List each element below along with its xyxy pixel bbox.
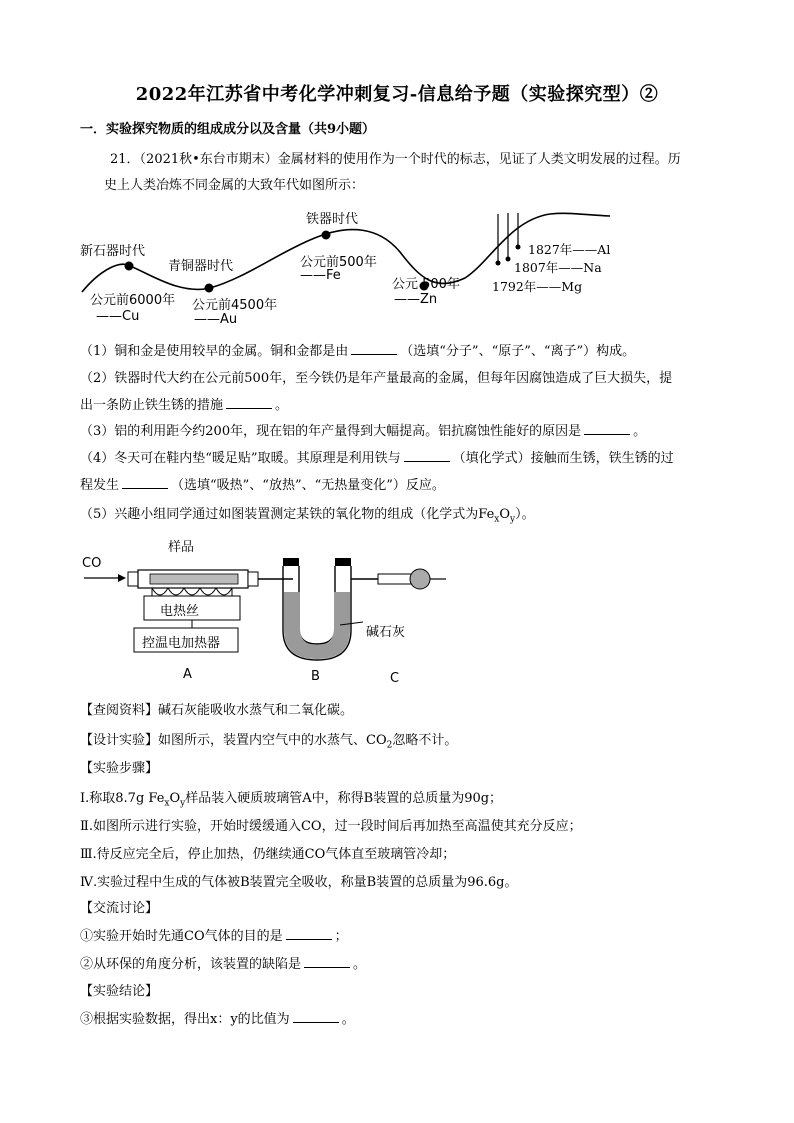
au-point <box>205 284 214 293</box>
wire-label: 电热丝 <box>160 604 200 619</box>
mg-label: 1792年——Mg <box>492 279 583 294</box>
zn-label: ——Zn <box>394 292 438 307</box>
conclusion-1: ③根据实验数据，得出x：y的比值为 。 <box>80 1012 355 1027</box>
d2-blank[interactable] <box>304 955 350 968</box>
limestone-label: 碱石灰 <box>366 625 406 640</box>
zn-year: 公元 500年 <box>392 277 460 292</box>
q1-line: （1）铜和金是使用较早的金属。铜和金都是由 （选填“分子”、“原子”、“离子”）构成。 <box>80 344 636 359</box>
d1-blank[interactable] <box>286 927 332 940</box>
sample-label: 样品 <box>168 540 195 555</box>
step-3: Ⅲ.待反应完全后，停止加热，仍继续通CO气体直至玻璃管冷却； <box>80 847 456 862</box>
section-heading: 一．实验探究物质的组成成分以及含量（共9小题） <box>80 122 376 137</box>
page-title: 2022年江苏省中考化学冲刺复习-信息给予题（实验探究型）② <box>135 84 659 105</box>
heater-label: 控温电加热器 <box>142 636 221 651</box>
q1-blank[interactable] <box>351 342 397 355</box>
q2-line2: 出一条防止铁生锈的措施 。 <box>80 398 289 413</box>
discussion-2: ②从环保的角度分析，该装置的缺陷是 。 <box>80 957 367 972</box>
q3-line: （3）铝的利用距今约200年，现在铝的年产量得到大幅提高。铝抗腐蚀性能好的原因是 。 <box>80 424 647 439</box>
q4-line1: （4）冬天可在鞋内垫“暖足贴”取暖。其原理是利用铁与 （填化学式）接触而生锈，铁生锈的过 <box>80 451 674 466</box>
fe-point <box>322 231 331 240</box>
reference-line: 【查阅资料】碱石灰能吸收水蒸气和二氧化碳。 <box>80 703 354 718</box>
label-a: A <box>183 667 192 682</box>
question-intro-line2: 史上人类冶炼不同金属的大致年代如图所示： <box>104 178 365 193</box>
step-4: Ⅳ.实验过程中生成的气体被B装置完全吸收，称量B装置的总质量为96.6g。 <box>80 875 518 890</box>
discussion-1: ①实验开始时先通CO气体的目的是 ； <box>80 929 348 944</box>
step-2: Ⅱ.如图所示进行实验，开始时缓缓通入CO，过一段时间后再加热至高温使其充分反应； <box>80 819 582 834</box>
q3-blank[interactable] <box>584 422 630 435</box>
na-label: 1807年——Na <box>514 260 602 275</box>
conclusion-heading: 【实验结论】 <box>80 984 159 999</box>
cu-year: 公元前6000年 <box>90 293 176 308</box>
era-neolithic: 新石器时代 <box>80 244 146 259</box>
q4-line2: 程发生 （选填“吸热”、“放热”、“无热量变化”）反应。 <box>80 478 445 493</box>
discussion-heading: 【交流讨论】 <box>80 901 159 916</box>
au-year: 公元前4500年 <box>192 298 278 313</box>
al-label: 1827年——Al <box>528 242 611 257</box>
q2-blank[interactable] <box>226 396 272 409</box>
q5-line: （5）兴趣小组同学通过如图装置测定某铁的氧化物的组成（化学式为$Fe_xO_y$）。 <box>80 507 535 525</box>
q2-line1: （2）铁器时代大约在公元前500年，至今铁仍是年产量最高的金属，但每年因腐蚀造成了巨大损失，提 <box>80 371 673 386</box>
era-iron: 铁器时代 <box>306 212 359 227</box>
co-label: CO <box>82 556 102 571</box>
au-label: ——Au <box>194 312 238 327</box>
cu-point <box>125 262 134 271</box>
label-b: B <box>311 669 320 684</box>
fe-label: ——Fe <box>300 268 341 283</box>
steps-heading: 【实验步骤】 <box>80 761 159 776</box>
era-bronze: 青铜器时代 <box>168 259 234 274</box>
cu-label: ——Cu <box>96 309 140 324</box>
fe-year: 公元前500年 <box>300 255 377 270</box>
step-1: Ⅰ.称取8.7g $Fe_xO_y$样品装入硬质玻璃管A中，称得B装置的总质量为90g； <box>80 791 503 809</box>
label-c: C <box>390 671 400 686</box>
design-line: 【设计实验】如图所示，装置内空气中的水蒸气、$CO_2$忽略不计。 <box>80 733 458 751</box>
q4-blank2[interactable] <box>122 476 168 489</box>
q4-blank1[interactable] <box>404 449 450 462</box>
question-intro-line1: 21．（2021秋•东台市期末）金属材料的使用作为一个时代的标志，见证了人类文明发展的过程。历 <box>110 152 681 167</box>
c1-blank[interactable] <box>293 1010 339 1023</box>
apparatus-figure <box>78 530 458 690</box>
